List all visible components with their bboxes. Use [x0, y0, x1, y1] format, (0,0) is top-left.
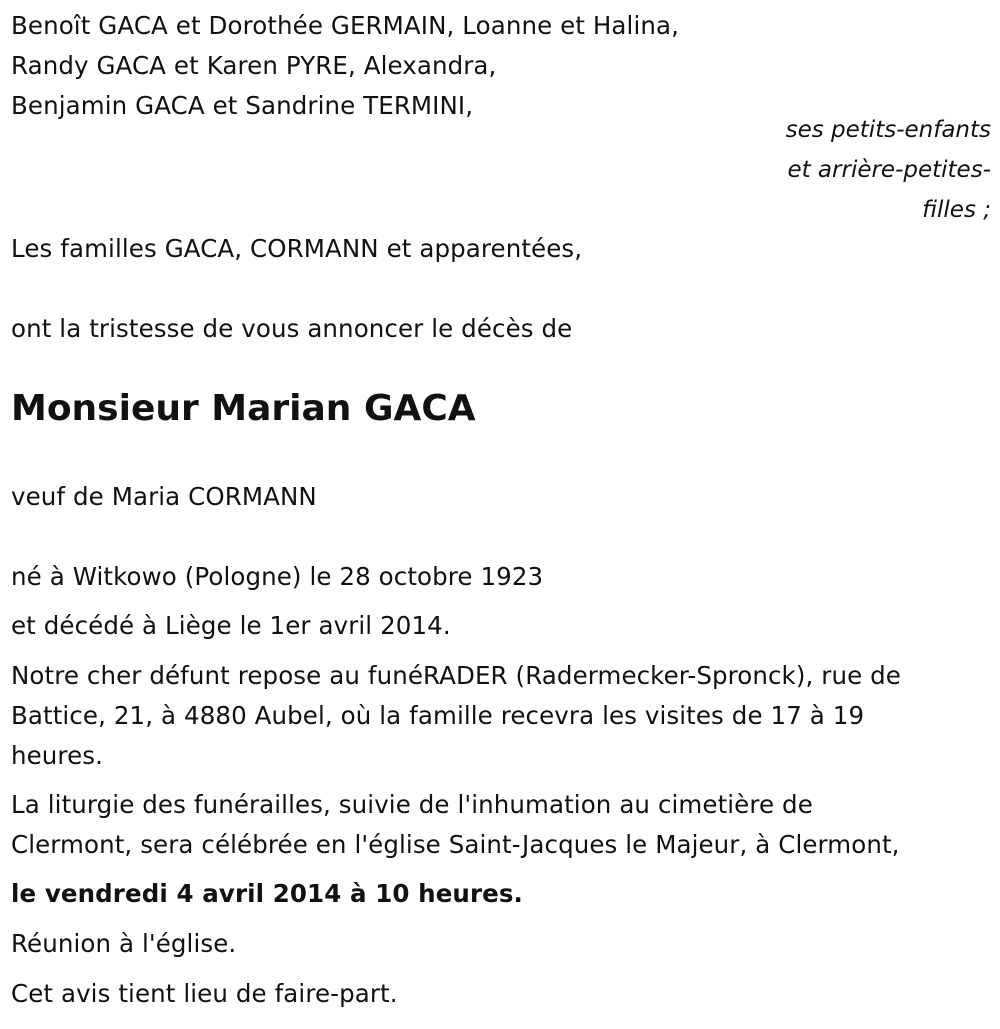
notice-line: Cet avis tient lieu de faire-part.: [11, 979, 398, 1008]
visitation-line-1: Notre cher défunt repose au funéRADER (Radermecker-Spronck), rue de: [11, 661, 901, 690]
birth-line: né à Witkowo (Pologne) le 28 octobre 1923: [11, 562, 544, 591]
announcement-line: ont la tristesse de vous annoncer le décès de: [11, 314, 573, 343]
family-line-2: Randy GACA et Karen PYRE, Alexandra,: [11, 51, 497, 80]
family-line-1: Benoît GACA et Dorothée GERMAIN, Loanne et Halina,: [11, 11, 679, 40]
funeral-line-2: Clermont, sera célébrée en l'église Saint-Jacques le Majeur, à Clermont,: [11, 830, 900, 859]
relation-line-2: et arrière-petites-: [787, 157, 991, 183]
relation-line-1: ses petits-enfants: [785, 117, 991, 143]
death-line: et décédé à Liège le 1er avril 2014.: [11, 611, 451, 640]
deceased-name: Monsieur Marian GACA: [11, 388, 476, 429]
funeral-date: le vendredi 4 avril 2014 à 10 heures.: [11, 879, 523, 908]
funeral-line-1: La liturgie des funérailles, suivie de l'inhumation au cimetière de: [11, 790, 813, 819]
families-line: Les familles GACA, CORMANN et apparentées,: [11, 234, 583, 263]
visitation-line-2: Battice, 21, à 4880 Aubel, où la famille recevra les visites de 17 à 19: [11, 701, 865, 730]
family-line-3: Benjamin GACA et Sandrine TERMINI,: [11, 91, 474, 120]
visitation-line-3: heures.: [11, 741, 103, 770]
relation-line-3: filles ;: [922, 197, 991, 223]
widower-line: veuf de Maria CORMANN: [11, 482, 317, 511]
meeting-line: Réunion à l'église.: [11, 929, 237, 958]
